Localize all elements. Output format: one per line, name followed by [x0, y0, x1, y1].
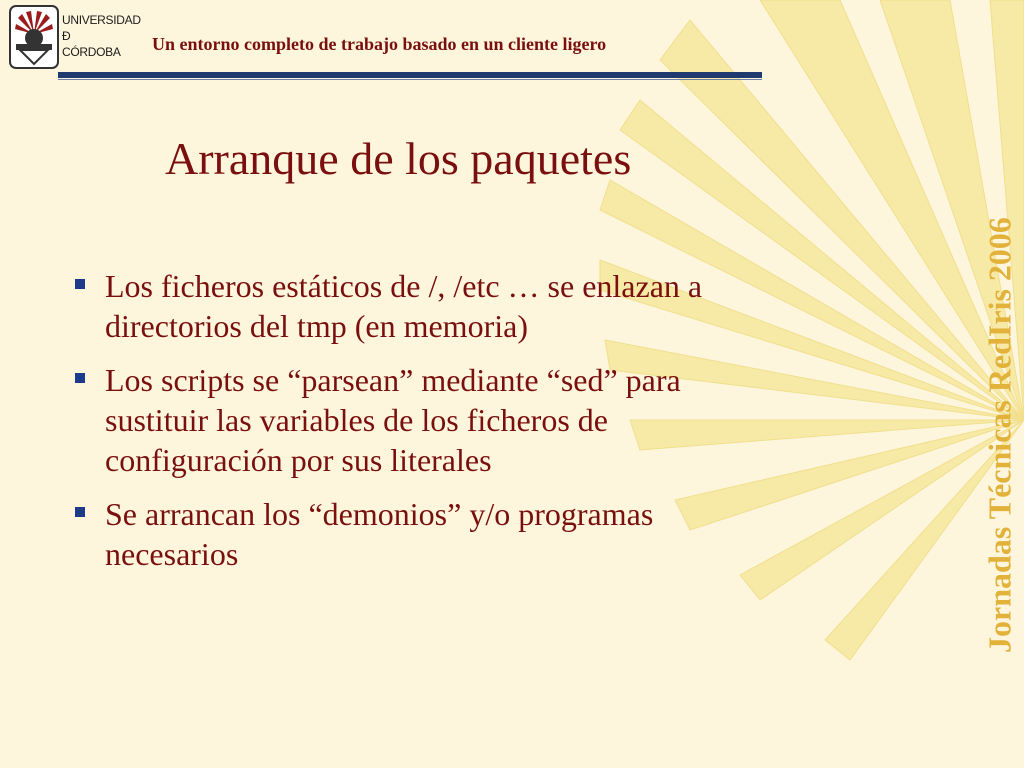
bullet-item [72, 266, 892, 346]
bullet-text-line: Se arrancan los “demonios” y/o programas [105, 496, 654, 532]
logo-line-3: CÓRDOBA [62, 45, 121, 59]
header-subtitle: Un entorno completo de trabajo basado en un cliente ligero [152, 34, 607, 54]
bullet-text-line: configuración por sus literales [105, 442, 492, 478]
bullet-item [72, 360, 892, 480]
slide-title: Arranque de los paquetes [165, 133, 632, 184]
header-divider-thin [58, 79, 762, 80]
bullet-text-line: sustituir las variables de los ficheros de [105, 402, 608, 438]
bullet-text-line: directorios del tmp (en memoria) [105, 308, 528, 344]
square-bullet-icon [75, 373, 85, 383]
square-bullet-icon [75, 279, 85, 289]
bullet-text-line: Los scripts se “parsean” mediante “sed” para [105, 362, 681, 398]
bullet-text-line: necesarios [105, 536, 239, 572]
logo-line-2: Đ [62, 29, 71, 43]
bullet-text-line: Los ficheros estáticos de /, /etc … se enlazan a [105, 268, 703, 304]
logo-line-1: UNIVERSIDAD [62, 13, 141, 27]
university-crest-icon [8, 4, 60, 70]
bullet-item [72, 494, 892, 574]
event-name-vertical: Jornadas Técnicas RedIris 2006 [981, 217, 1018, 653]
header-divider [58, 72, 762, 78]
university-logo-text [62, 12, 141, 60]
square-bullet-icon [75, 507, 85, 517]
bullet-list [72, 266, 892, 588]
